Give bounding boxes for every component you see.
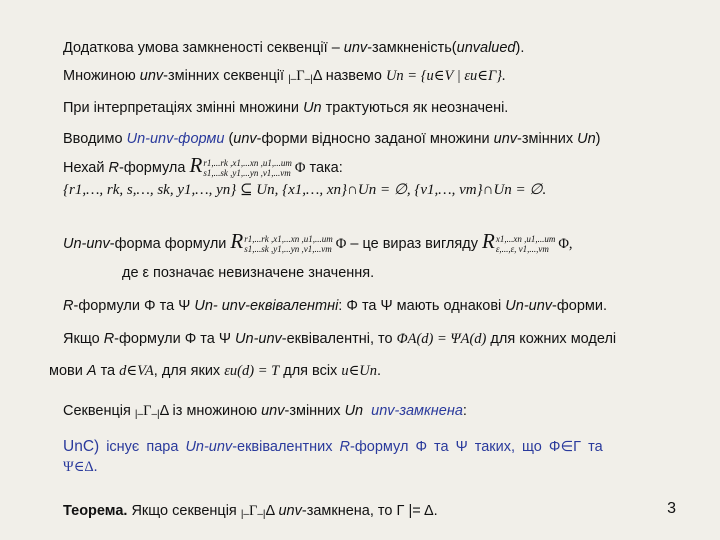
- line-set-conditions: {r1,…, rk, s,…, sk, y1,…, yn} ⊆ Un, {x1,…, xn}∩Un = ∅, {v1,…, vm}∩Un = ∅.: [63, 182, 547, 198]
- renaming-operator: R: [482, 229, 495, 253]
- line-introduce-forms: Вводимо Un-unv-форми (unv-форми відносно заданої множини unv-змінних Un): [63, 131, 601, 147]
- line-un-unv-form: Un-unv-форма формули R r1,...rk ,x1,...xn ,u1,...um s1,...sk ,y1,...yn ,v1,...vm Φ – це вираз вигляду R x1,...xn ,u1,...um ε,...,ε, v1,...,vm Φ,: [63, 229, 573, 255]
- line-equivalence-def: R-формули Φ та Ψ Un- unv-еквівалентні: Φ та Ψ мають однакові Un-unv-форми.: [63, 298, 608, 314]
- line-unv-closure: Додаткова умова замкненості секвенції – unv-замкненість(unvalued).: [63, 40, 525, 56]
- line-r-formula: Нехай R-формула R r1,...rk ,x1,...xn ,u1,...um s1,...sk ,y1,...yn ,v1,...vm Φ така:: [63, 153, 343, 179]
- renaming-operator: R: [230, 229, 244, 253]
- renaming-indices: r1,...rk ,x1,...xn ,u1,...um s1,...sk ,y1,...yn ,v1,...vm: [203, 158, 292, 179]
- line-unc-condition-end: Ψ∈Δ.: [63, 459, 98, 475]
- line-unc-condition: UnC) існує пара Un-unv-еквівалентних R-формул Φ та Ψ таких, що Φ∈Γ та: [63, 438, 603, 455]
- line-equivalence-consequence: Якщо R-формули Φ та Ψ Un-unv-еквівалентні, то ΦA(d) = ΨA(d) для кожних моделі: [63, 331, 617, 347]
- renaming-indices: x1,...xn ,u1,...um ε,...,ε, v1,...,vm: [495, 234, 556, 255]
- turnstile-symbol: |–: [240, 509, 249, 520]
- line-theorem: Теорема. Якщо секвенція |–Γ–|Δ unv-замкнена, то Γ |= Δ.: [63, 503, 438, 520]
- turnstile-symbol: –|: [257, 509, 266, 520]
- renaming-operator: R: [189, 153, 203, 177]
- line-un-definition: Множиною unv-змінних секвенції |–Γ–|Δ назвемо Un = {u∈V | εu∈Γ}.: [63, 68, 506, 85]
- turnstile-symbol: |–: [134, 409, 144, 420]
- line-epsilon-note: де ε позначає невизначене значення.: [122, 265, 375, 281]
- turnstile-symbol: –|: [304, 74, 313, 85]
- turnstile-symbol: –|: [151, 409, 160, 420]
- renaming-indices: r1,...rk ,x1,...xn ,u1,...um s1,...sk ,y1,...yn ,v1,...vm: [244, 234, 333, 255]
- line-closed-sequent: Секвенція |–Γ–|Δ із множиною unv-змінних Un unv-замкнена:: [63, 403, 467, 420]
- line-model-condition: мови A та d∈VA, для яких εu(d) = T для всіх u∈Un.: [49, 363, 382, 379]
- turnstile-symbol: |–: [288, 74, 297, 85]
- page-number: 3: [667, 500, 676, 517]
- line-interpretation: При інтерпретаціях змінні множини Un трактуються як неозначені.: [63, 100, 509, 116]
